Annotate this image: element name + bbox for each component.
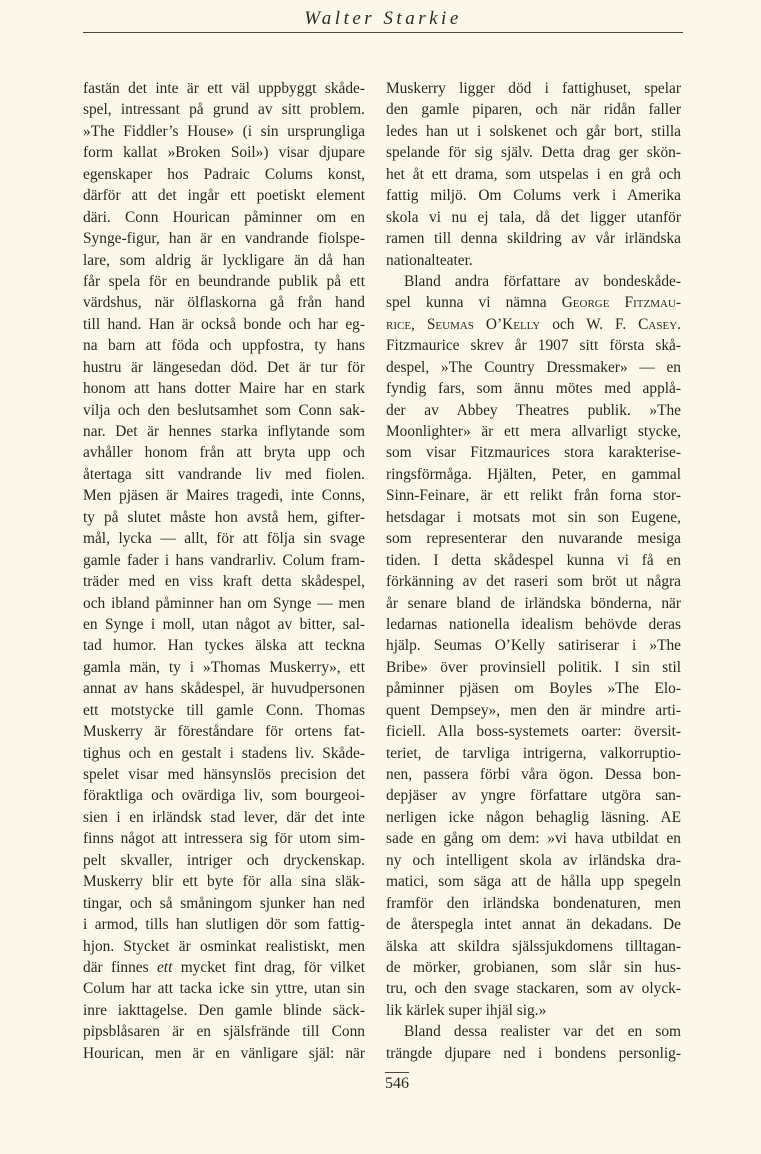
text-line: ringsförmåga. Hjälten, Peter, en gammal <box>386 465 681 483</box>
text-line: tru, och den svage stackaren, som av olyck- <box>386 980 681 998</box>
text-line: spelet visar med hänsynslös precision det <box>83 766 365 783</box>
text-line: hjon. Stycket är osminkat realistiskt, men <box>83 937 365 955</box>
header-rule <box>83 32 683 33</box>
text-line <box>83 957 365 978</box>
text-line: het åt ett drama, som utspelas i en grå och <box>386 165 681 183</box>
text-line: ty på slutet måste hon avstå hem, gifter- <box>83 508 365 526</box>
text-line: får spela för en beundrande publik på ett <box>83 272 365 290</box>
text-line: till hand. Han är också bonde och har eg- <box>83 315 365 333</box>
text-line: tad humor. Han tyckes älska att teckna <box>83 637 365 655</box>
text-line: despel, »The Country Dressmaker» — en <box>386 358 681 376</box>
italic-emphasis: ett <box>156 958 173 976</box>
small-caps-name: rice, Seumas O’Kelly <box>386 315 541 333</box>
text-segment: mycket fint drag, för vilket <box>172 958 365 976</box>
text-line: gamla män, ty i »Thomas Muskerry», ett <box>83 658 365 676</box>
text-line: Bland andra författare av bondeskåde- <box>404 272 681 290</box>
text-line: Fitzmaurice skrev år 1907 sitt första skå- <box>386 337 681 355</box>
text-line: en Synge i moll, utan något av bitter, sal- <box>83 615 365 633</box>
text-line: träder med en viss kraft detta skådespel, <box>83 573 365 591</box>
text-line: Bland dessa realister var det en som <box>404 1023 681 1041</box>
text-line: och ibland påminner han om Synge — men <box>83 594 365 612</box>
text-line: ramen till denna skildring av vår irländska <box>386 230 681 248</box>
text-line: Synge-figur, han är en vandrande fiolspe- <box>83 230 365 248</box>
text-line: Men pjäsen är Maires tragedi, inte Conns, <box>83 487 365 505</box>
text-line: tighus och en gestalt i stadens liv. Skåde- <box>83 744 365 762</box>
text-line: Muskerry ligger död i fattighuset, spelar <box>386 80 681 97</box>
text-line: matici, som säga att de hålla upp spegeln <box>386 873 681 891</box>
text-line: egenskaper hos Padraic Colums konst, <box>83 165 365 183</box>
text-line: sien i en irländsk stad lever, där det inte <box>83 808 365 826</box>
text-line: form kallat »Broken Soil») visar djupare <box>83 144 365 162</box>
text-segment: spel kunna vi nämna <box>386 294 562 312</box>
right-text-column <box>386 78 681 1064</box>
text-line: finns något att intressera sig för utom sim- <box>83 830 365 848</box>
text-line: gamle fader i hans vandrarliv. Colum fram- <box>83 551 365 569</box>
text-line <box>386 292 681 313</box>
text-line: de återspegla intet annat än dekadans. De <box>386 916 681 934</box>
text-line: vilja och den beslutsamhet som Conn sak- <box>83 401 365 419</box>
text-line: annat av hans skådespel, är huvudpersonen <box>83 680 365 698</box>
text-line: der av Abbey Theatres publik. »The <box>386 401 681 419</box>
text-line: Colum har att tacka icke sin yttre, utan sin <box>83 980 365 998</box>
text-line: nar. Det är hennes starka inflytande som <box>83 423 365 440</box>
text-line: quent Dempsey», men den är mindre arti- <box>386 701 681 719</box>
text-line: tiden. I detta skådespel kunna vi få en <box>386 551 681 569</box>
running-head-author: Walter Starkie <box>304 8 462 29</box>
left-text-column <box>83 78 365 1064</box>
text-line: na barn att föda och uppfostra, ty hans <box>83 337 365 355</box>
text-line: Moonlighter» är ett mera allvarligt stycke, <box>386 423 681 440</box>
text-line: hjälp. Seumas O’Kelly satiriserar i »The <box>386 637 681 655</box>
text-line: tingar, och så småningom sjunker han ned <box>83 894 365 912</box>
small-caps-name: George Fitzmau- <box>561 294 681 312</box>
text-line: älska att skildra själssjukdomens tilltagan- <box>386 937 681 955</box>
text-line: ett motstycke till gamle Conn. Thomas <box>83 701 365 719</box>
text-line: lik kärlek super ihjäl sig.» <box>386 1001 547 1019</box>
text-line: förkänning av det raseri som bröt ut några <box>386 573 681 591</box>
text-line: sade en gång om dem: »vi hava utbildat en <box>386 830 681 848</box>
small-caps-name: Casey. <box>638 315 681 333</box>
text-line: mål, lycka — allt, för att följa sin svage <box>83 530 365 548</box>
text-line: inre iakttagelse. Den gamle blinde säck- <box>83 1001 365 1019</box>
text-line: ledes han ut i solskenet och går bort, stilla <box>386 122 681 140</box>
text-line: de mörker, grobianen, som slår sin hus- <box>386 958 681 976</box>
text-line: skola vi nu ej tala, då det ligger utanför <box>386 208 681 226</box>
text-line: nen, passera förbi våra ögon. Dessa bon- <box>386 766 681 783</box>
text-line: hetsdagar i motsats mot sin son Eugene, <box>386 508 681 526</box>
text-line: ficiell. Alla boss-systemets oarter: översit- <box>386 723 681 741</box>
text-line: återtaga sitt vandrande liv med fiolen. <box>83 465 365 483</box>
text-line: Muskerry är föreståndare för ortens fat- <box>83 723 365 741</box>
text-line: fastän det inte är ett väl uppbyggt skåde- <box>83 80 365 97</box>
text-line: pelt skvaller, intriger och dryckenskap. <box>83 851 365 869</box>
text-line: avhåller honom från att bryta upp och <box>83 444 365 462</box>
text-line: Bribe» över provinsiell politik. I sin stil <box>386 658 681 676</box>
text-line: hustru är längesedan död. Det är tur för <box>83 358 365 376</box>
text-line: däri. Conn Hourican påminner om en <box>83 208 365 226</box>
text-line: Hourican, men är en vänligare själ: när <box>83 1044 365 1062</box>
text-line: Muskerry blir ett byte för alla sina släk- <box>83 873 365 891</box>
text-line: nerligen icke någon behaglig läsning. AE <box>386 808 681 826</box>
text-line: ledarnas nationella idealism behövde deras <box>386 615 681 633</box>
text-line: påminner pjäsen om Boyles »The Elo- <box>386 680 681 698</box>
text-line: teriet, de tarvliga intrigerna, valkorruptio- <box>386 744 681 762</box>
text-line: därför att det ingår ett poetiskt element <box>83 187 365 205</box>
text-line: pipsblåsaren är en själsfrände till Conn <box>83 1023 365 1041</box>
text-line: föraktliga och ovärdiga liv, som bourgeoi- <box>83 787 365 805</box>
text-line: fyndig fars, som ännu mötes med applå- <box>386 380 681 398</box>
text-segment: där finnes <box>83 958 157 976</box>
text-segment: och W. F. <box>540 315 639 333</box>
text-line: »The Fiddler’s House» (i sin ursprungliga <box>83 122 365 140</box>
text-line: depjäser av yngre författare utgöra san- <box>386 787 681 805</box>
text-line: år senare bland de irländska bönderna, när <box>386 594 681 612</box>
text-line: nationalteater. <box>386 251 473 269</box>
text-line: spelande för sig själv. Detta drag ger skön- <box>386 144 681 162</box>
page-number: 546 <box>385 1072 409 1093</box>
text-line: värdshus, när ölflaskorna gå från hand <box>83 294 365 312</box>
text-line: Sinn-Feinare, är ett relikt från forna stor- <box>386 487 681 505</box>
text-line: honom att hans dotter Maire har en stark <box>83 380 365 398</box>
text-line: i armod, tills han slutligen dör som fattig- <box>83 916 365 934</box>
text-line: den gamle piparen, och när ridån faller <box>386 101 681 119</box>
text-line: som visar Fitzmaurices stora karakterise- <box>386 444 681 462</box>
text-line: spel, intressant på grund av sitt problem. <box>83 101 365 119</box>
text-line: lare, som aldrig är lyckligare än då han <box>83 251 365 269</box>
text-line: fattig miljö. Om Colums verk i Amerika <box>386 187 681 205</box>
text-line: som representerar den nuvarande mesiga <box>386 530 681 548</box>
text-line: ny och intelligent skola av irländska dra- <box>386 851 681 869</box>
text-line <box>386 314 681 335</box>
text-line: trängde djupare ned i bondens personlig- <box>386 1044 681 1062</box>
text-line: framför den irländska bondenaturen, men <box>386 894 681 912</box>
